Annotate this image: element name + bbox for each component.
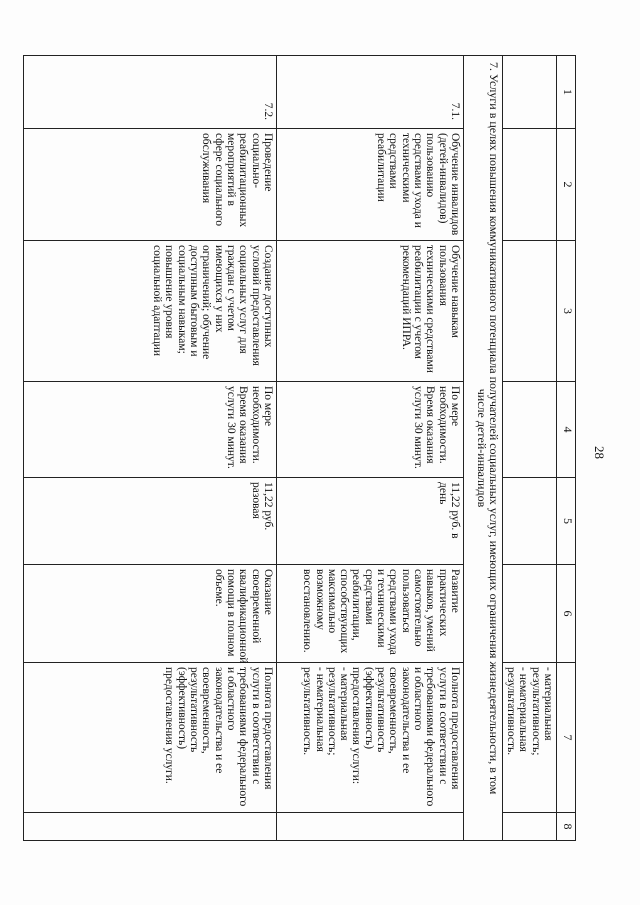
service-indicators: Развитие практических навыков, умений самостоятельно пользоваться средствами ухода и техническими средствами реабилитации, способствующих максимально возможному восстановлению. [276,565,463,663]
service-other [23,813,276,841]
service-name: Проведение социально-реабилитационных мероприятий в сфере социального обслуживания [23,129,276,241]
service-indicators: Оказание своевременной квалификационной помощи в полном объеме. [23,565,276,663]
service-other [276,813,463,841]
column-header: 7 [557,663,576,813]
service-price: 11,22 руб. разовая [23,478,276,565]
header-row [557,56,576,841]
section-subtitle: числе детей-инвалидов [474,388,489,508]
service-timing: По мере необходимости. Время оказания услуги 30 минут. [23,382,276,478]
service-name: Обучение инвалидов (детей-инвалидов) пользованию средствами ухода и техническими средствами реабилитации [276,129,463,241]
section-title: 7. Услуги в целях повышения коммуникативного потенциала получателей социальных услуг, имеющих ограничения жизнедеятельности, в том [486,62,501,795]
service-price: 11,22 руб. в день [276,478,463,565]
row-number: 7.2. [23,56,276,129]
carry-over-text: - материальная результативность; - нематериальная результативность. [502,663,556,813]
column-header: 3 [557,241,576,382]
table-row [276,56,463,841]
table-row [23,56,276,841]
section-heading-row [463,56,502,841]
column-header: 1 [557,56,576,129]
column-header: 8 [557,813,576,841]
carry-over-row [502,56,556,841]
service-description: Обучение навыкам пользования техническими средствами реабилитации с учетом рекомендаций ИПРА. [276,241,463,382]
services-table [23,55,576,841]
service-conditions: Полнота предоставления услуги в соответствии с требованиями федерального и областного законодательства и ее своевременность, результативность (эффективность) предоставления услуги: - материальная результативность; - нематериальная результативность. [276,663,463,813]
section-heading [463,56,502,841]
page-number: 28 [592,446,607,459]
column-header: 4 [557,382,576,478]
service-timing: По мере необходимости. Время оказания услуги 30 минут. [276,382,463,478]
row-number: 7.1. [276,56,463,129]
service-conditions: Полнота предоставления услуги в соответствии с требованиями федерального и областного законодательства и ее своевременность, результативность (эффективность) предоставления услуги. [23,663,276,813]
column-header: 2 [557,129,576,241]
column-header: 6 [557,565,576,663]
service-description: Создание доступных условий предоставления социальных услуг для граждан с учетом имеющихся у них ограничений; обучение доступным бытовым и социальным навыкам; повышение уровня социальной адаптации [23,241,276,382]
column-header: 5 [557,478,576,565]
